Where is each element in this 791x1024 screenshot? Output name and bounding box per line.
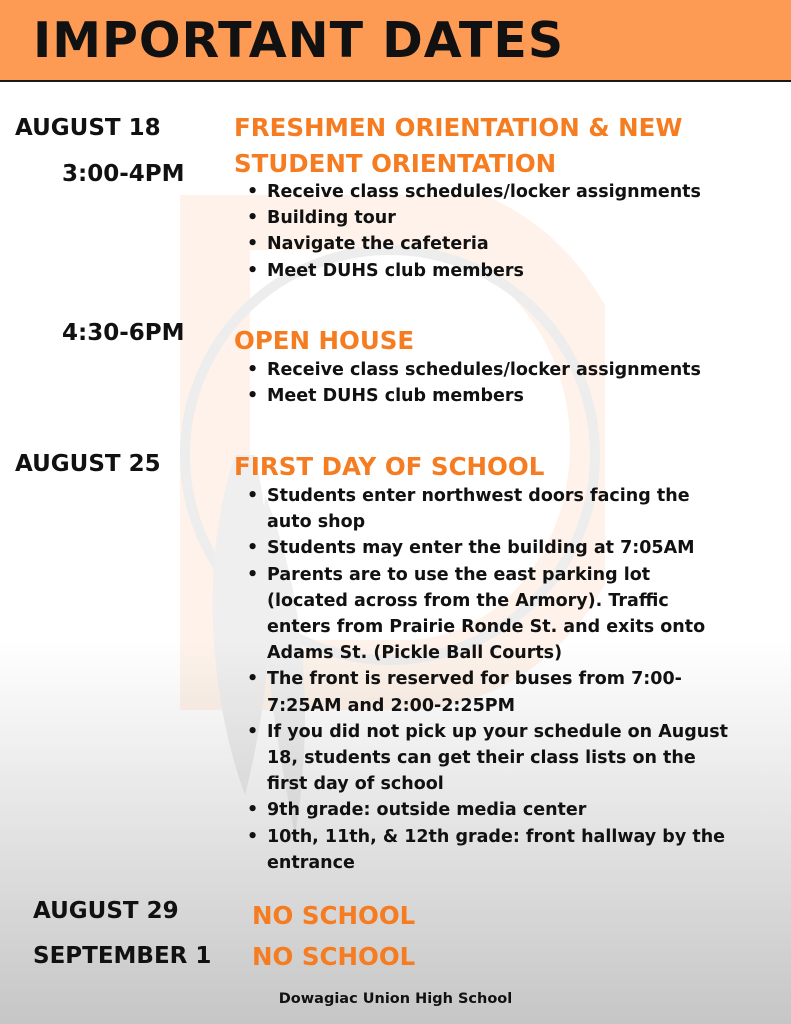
time-3-4pm: 3:00-4PM	[62, 161, 185, 187]
event-freshmen-orientation-line1: FRESHMEN ORIENTATION & NEW	[234, 113, 683, 142]
date-august-29: AUGUST 29	[33, 898, 179, 924]
page-title: IMPORTANT DATES	[33, 12, 565, 69]
date-august-25: AUGUST 25	[15, 451, 161, 477]
list-item: • Meet DUHS club members	[235, 258, 735, 284]
event-first-day-of-school: FIRST DAY OF SCHOOL	[234, 452, 545, 481]
list-item: • Students may enter the building at 7:05AM	[235, 535, 735, 561]
date-august-18: AUGUST 18	[15, 115, 161, 141]
freshmen-orientation-list	[235, 179, 735, 284]
list-item: • Navigate the cafeteria	[235, 231, 735, 257]
event-no-school-aug29: NO SCHOOL	[252, 901, 416, 930]
first-day-list	[235, 483, 735, 876]
time-4-30-6pm: 4:30-6PM	[62, 320, 185, 346]
list-item: • If you did not pick up your schedule on August 18, students can get their class lists on the first day of school	[235, 719, 735, 798]
event-freshmen-orientation-line2: STUDENT ORIENTATION	[234, 149, 557, 178]
list-item: • Receive class schedules/locker assignments	[235, 179, 735, 205]
list-item: • 10th, 11th, & 12th grade: front hallway by the entrance	[235, 824, 735, 876]
event-open-house: OPEN HOUSE	[234, 326, 415, 355]
list-item: • Building tour	[235, 205, 735, 231]
list-item: • Parents are to use the east parking lot (located across from the Armory). Traffic enters from Prairie Ronde St. and exits onto Adams St. (Pickle Ball Courts)	[235, 562, 735, 667]
list-item: • 9th grade: outside media center	[235, 797, 735, 823]
header-banner	[0, 0, 791, 82]
list-item: • Students enter northwest doors facing the auto shop	[235, 483, 735, 535]
open-house-list	[235, 357, 735, 409]
list-item: • Meet DUHS club members	[235, 383, 735, 409]
list-item: • The front is reserved for buses from 7:00-7:25AM and 2:00-2:25PM	[235, 666, 735, 718]
list-item: • Receive class schedules/locker assignments	[235, 357, 735, 383]
footer-school-name: Dowagiac Union High School	[278, 991, 513, 1007]
date-september-1: SEPTEMBER 1	[33, 943, 212, 969]
event-no-school-sep1: NO SCHOOL	[252, 942, 416, 971]
